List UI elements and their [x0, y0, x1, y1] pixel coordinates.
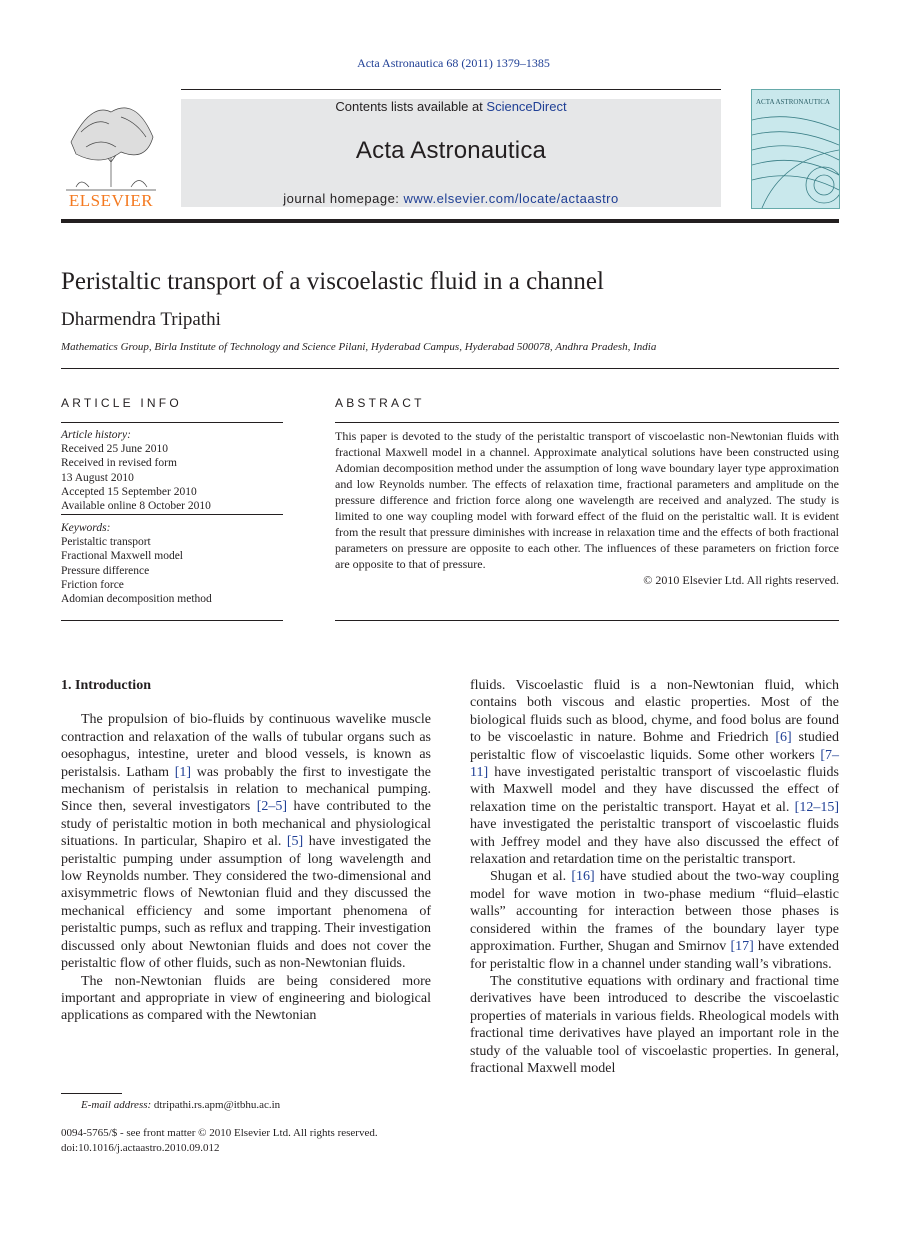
abstract-copyright: © 2010 Elsevier Ltd. All rights reserved. — [643, 573, 839, 587]
reference-link[interactable]: [16] — [571, 869, 595, 885]
cover-title: ACTA ASTRONAUTICA — [756, 98, 830, 106]
body-left-column — [61, 677, 431, 1025]
keyword: Fractional Maxwell model — [61, 550, 183, 563]
reference-link[interactable]: [5] — [286, 834, 304, 850]
text-run: have extended for peristaltic flow in a channel under standing wall’s vibrations. — [470, 939, 839, 972]
footnote-email — [81, 1099, 280, 1111]
footnote-rule — [61, 1093, 122, 1094]
elsevier-wordmark: ELSEVIER — [68, 191, 154, 210]
article-history — [61, 428, 211, 513]
text-run: have investigated the peristaltic transport of viscoelastic fluids with Jeffrey model and they have also discussed the effect of relaxation and retardation time on the peristaltic transport. — [470, 817, 839, 868]
header-divider — [61, 219, 839, 223]
reference-link[interactable]: [6] — [775, 730, 792, 746]
paragraph: The constitutive equations with ordinary and fractional time derivatives have been introduced to describe the viscoelastic properties of materials in various fields. Rheological models with fractional time derivatives have played an important role in the study of the valuable tool of viscoelastic properties. In general, fractional Maxwell model — [470, 973, 839, 1076]
author-name: Dharmendra Tripathi — [61, 309, 221, 330]
text-run: Shugan et al. — [490, 869, 572, 885]
author-affiliation: Mathematics Group, Birla Institute of Technology and Science Pilani, Hyderabad Campus, Hyderabad 500078, Andhra Pradesh, India — [61, 341, 657, 353]
paragraph — [61, 711, 431, 972]
article-info-heading: ARTICLE INFO — [61, 396, 182, 410]
reference-link[interactable]: [7–11] — [470, 747, 839, 781]
history-item: Received 25 June 2010 — [61, 443, 168, 456]
paragraph — [470, 868, 839, 972]
doi-line[interactable]: doi:10.1016/j.actaastro.2010.09.012 — [61, 1142, 220, 1154]
history-rule — [61, 514, 283, 515]
text-run: have studied about the two-way coupling model for wave motion in two-phase medium “fluid–elastic walls” accounting for interaction between those phases is considered within the frames of the boundary layer type approximation. Further, Shugan and Smirnov — [470, 869, 839, 955]
history-label: Article history: — [61, 429, 131, 441]
journal-title: Acta Astronautica — [355, 137, 547, 164]
reference-link[interactable]: [12–15] — [794, 799, 839, 815]
front-matter — [61, 1126, 378, 1156]
text-run: was probably the first to investigate the mechanism of peristalsis in relation to mechanical pumping. Since then, several investigators — [61, 764, 431, 815]
reference-link[interactable]: [1] — [174, 764, 192, 780]
reference-link[interactable]: [2–5] — [256, 799, 288, 815]
history-item: Received in revised form — [61, 457, 177, 470]
title-divider — [61, 368, 839, 369]
paragraph — [470, 677, 839, 868]
text-run: The propulsion of bio-fluids by continuous wavelike muscle contraction and relaxation of the walls of tubular organs such as oesophagus, intestine, ureter and blood vessels, is known as peristalsis. Latham — [61, 712, 431, 780]
journal-citation[interactable]: Acta Astronautica 68 (2011) 1379–1385 — [357, 56, 550, 70]
sciencedirect-link[interactable]: ScienceDirect — [486, 99, 567, 114]
header-top-rule — [181, 89, 721, 90]
keyword: Friction force — [61, 578, 124, 591]
text-run: have contributed to the study of peristaltic motion in both mechanical and physiological situations. In particular, Shapiro et al. — [61, 799, 431, 850]
text-run: studied peristaltic flow of viscoelastic liquids. Some other workers — [470, 730, 839, 763]
history-item: Accepted 15 September 2010 — [61, 485, 197, 498]
history-item: 13 August 2010 — [61, 471, 134, 484]
email-address[interactable]: dtripathi.rs.apm@itbhu.ac.in — [153, 1099, 281, 1111]
paragraph: The non-Newtonian fluids are being considered more important and appropriate in view of engineering and biological applications as compared with the Newtonian — [61, 973, 431, 1024]
section-heading: 1. Introduction — [61, 678, 151, 693]
body-right-column — [470, 677, 839, 1077]
article-title: Peristaltic transport of a viscoelastic fluid in a channel — [61, 268, 604, 295]
journal-banner — [181, 99, 721, 207]
text-run: have investigated peristaltic transport of viscoelastic fluids with Maxwell model and they have discussed the effect of relaxation time on the peristaltic transport. Hayat et al. — [470, 765, 839, 815]
article-info-rule-bottom — [61, 620, 283, 621]
keywords-list — [61, 521, 212, 606]
history-item: Available online 8 October 2010 — [61, 500, 211, 513]
reference-link[interactable]: [17] — [730, 939, 754, 955]
abstract-rule-top — [335, 422, 839, 423]
text-run: fluids. Viscoelastic fluid is a non-Newtonian fluid, which contains both viscous and elastic properties. Most of the biological fluids such as blood, chyme, and food bolus are found to be viscoelastic in nature. Bohme and Friedrich — [470, 678, 839, 746]
abstract-body — [335, 428, 839, 588]
keyword: Peristaltic transport — [61, 536, 151, 549]
abstract-text: This paper is devoted to the study of the peristaltic transport of viscoelastic non-Newtonian fluids with fractional Maxwell model in a channel. Approximate analytical solutions have been constructed using Adomian decomposition method under the assumption of long wave boundary layer type approximation and low Reynolds number. The effects of relaxation time, fractional parameters and amplitude on the pressure difference and friction force along one wavelength are received and analyzed. The study is limited to one way coupling model with forward effect of the fluid on the peristaltic wall. It is evident from the result that pressure diminishes with increase in relaxation time and the effects of both fractional parameters on pressure are opposite to each other. The influences of these parameters on friction force are opposite to that of pressure. — [335, 429, 839, 571]
homepage-link[interactable]: www.elsevier.com/locate/actaastro — [403, 191, 619, 206]
text-run: have investigated the peristaltic pumping under assumption of long wavelength and low Reynolds number. They considered the two-dimensional and axisymmetric flows of Newtonian fluid and they discussed the mechanical efficiency and some important phenomena of peristaltic pumps, such as reflux and trapping. Their investigation discussed only about Newtonian fluids and does not cover the peristaltic flow of other fluids, such as non-Newtonian fluids. — [61, 834, 431, 972]
issn-line: 0094-5765/$ - see front matter © 2010 Elsevier Ltd. All rights reserved. — [61, 1127, 378, 1139]
abstract-heading: ABSTRACT — [335, 396, 425, 410]
homepage-prefix: journal homepage: — [283, 191, 404, 206]
email-label: E-mail address: — [81, 1099, 152, 1111]
contents-line — [181, 99, 721, 114]
abstract-rule-bottom — [335, 620, 839, 621]
journal-cover-image — [751, 89, 840, 209]
article-info-rule-top — [61, 422, 283, 423]
contents-prefix: Contents lists available at — [335, 99, 487, 114]
keyword: Adomian decomposition method — [61, 593, 212, 606]
keywords-label: Keywords: — [61, 522, 111, 534]
homepage-line — [181, 191, 721, 206]
elsevier-logo — [61, 92, 161, 210]
keyword: Pressure difference — [61, 564, 150, 577]
